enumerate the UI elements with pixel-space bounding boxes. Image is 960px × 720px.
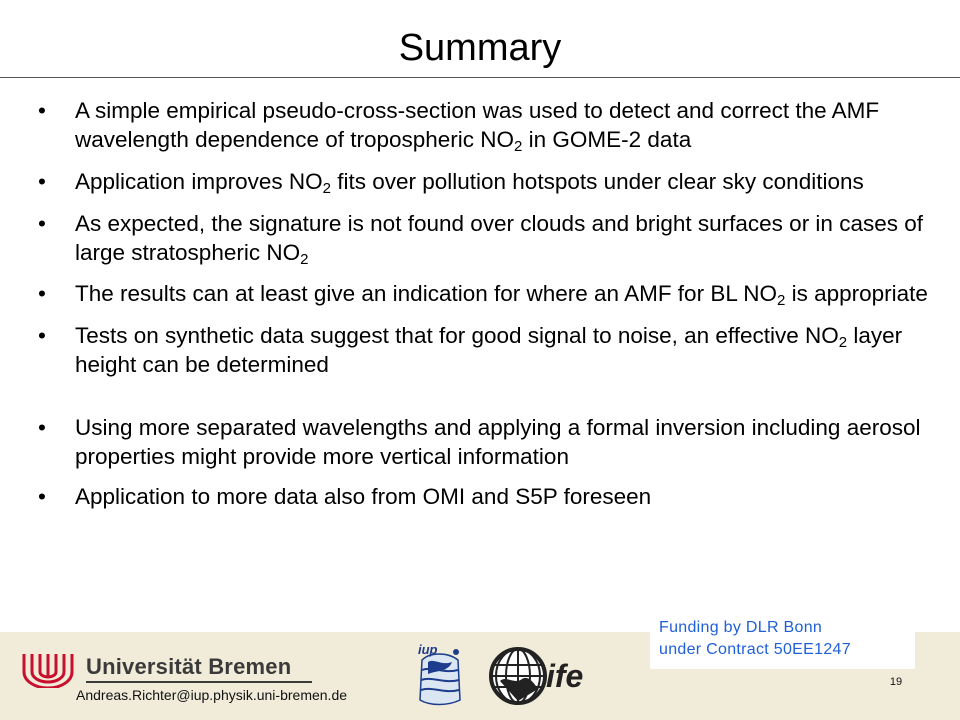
bullet-text: Application improves NO — [75, 169, 323, 194]
iup-logo-text: iup — [418, 642, 438, 657]
funding-line-1: Funding by DLR Bonn — [659, 619, 823, 636]
university-name: Universität Bremen — [86, 654, 292, 679]
bullet-item — [38, 321, 938, 379]
university-underline — [86, 681, 312, 683]
bullet-text: is appropriate — [785, 281, 928, 306]
iup-logo-icon — [408, 640, 472, 712]
bullet-item — [38, 413, 938, 471]
bullet-text: Tests on synthetic data suggest that for good signal to noise, an effective NO — [75, 323, 839, 348]
bullet-text: fits over pollution hotspots under clear sky conditions — [330, 169, 864, 194]
subscript: 2 — [777, 292, 786, 309]
bullet-text: in GOME-2 data — [522, 127, 692, 152]
bullet-text: As expected, the signature is not found over clouds and bright surfaces or in cases of large stratospheric NO — [75, 211, 923, 265]
slide-title: Summary — [398, 27, 562, 69]
bullet-item — [38, 279, 938, 308]
bullet-symbol: • — [38, 323, 46, 348]
bullet-symbol: • — [38, 211, 46, 236]
bullet-item — [38, 209, 938, 267]
bullet-symbol: • — [38, 415, 46, 440]
author-email: Andreas.Richter@iup.physik.uni-bremen.de — [76, 687, 348, 703]
ife-logo-text: ife — [546, 658, 584, 694]
title-divider — [0, 77, 960, 78]
page-number: 19 — [889, 676, 903, 688]
bullet-symbol: • — [38, 484, 46, 509]
funding-note — [650, 611, 915, 669]
bullet-item — [38, 482, 938, 511]
bullet-symbol: • — [38, 169, 46, 194]
subscript: 2 — [300, 251, 309, 268]
bullet-list — [38, 96, 938, 511]
bullet-symbol: • — [38, 281, 46, 306]
bullet-text: Application to more data also from OMI and S5P foreseen — [75, 484, 652, 509]
bullet-item — [38, 167, 938, 196]
bullet-item — [38, 96, 938, 154]
bullet-text: Using more separated wavelengths and applying a formal inversion including aerosol properties might provide more vertical information — [75, 415, 921, 469]
subscript: 2 — [838, 334, 848, 351]
funding-line-2: under Contract 50EE1247 — [659, 641, 851, 658]
bullet-symbol: • — [38, 98, 46, 123]
subscript: 2 — [514, 138, 523, 155]
university-logo-icon — [20, 652, 76, 688]
bullet-text: layer height can be determined — [75, 323, 903, 377]
bullet-text: The results can at least give an indication for where an AMF for BL NO — [75, 281, 778, 306]
bullet-text: A simple empirical pseudo-cross-section was used to detect and correct the AMF wavelength dependence of tropospheric NO — [75, 98, 880, 152]
subscript: 2 — [322, 180, 331, 197]
ife-logo-icon — [488, 645, 598, 707]
